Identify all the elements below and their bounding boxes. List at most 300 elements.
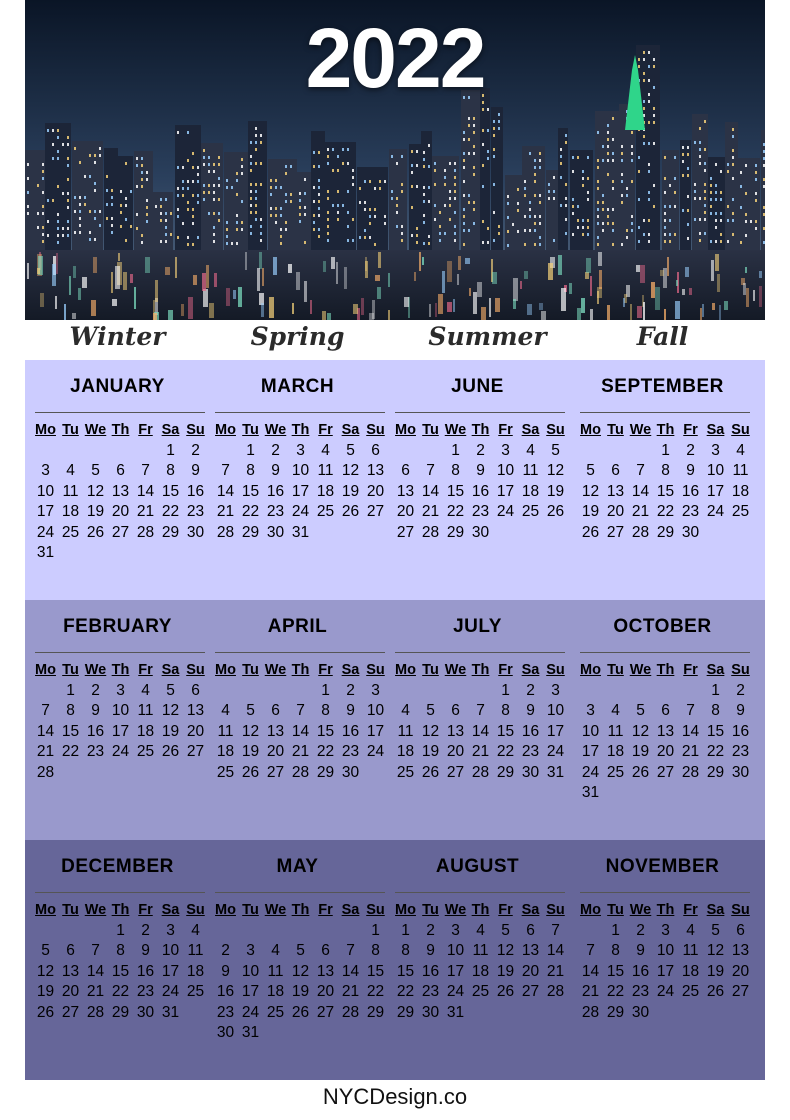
day-cell: 17 bbox=[496, 482, 515, 500]
day-cell bbox=[58, 921, 83, 942]
week-row bbox=[213, 722, 388, 743]
day-cell: 1 bbox=[401, 921, 410, 939]
day-cell: 12 bbox=[241, 722, 260, 740]
day-cell: 5 bbox=[246, 702, 255, 719]
day-cell bbox=[58, 763, 83, 784]
day-cell: 26 bbox=[86, 523, 105, 541]
weekday-header bbox=[393, 660, 568, 681]
weekday-label: Sa bbox=[521, 662, 540, 678]
day-cell: 25 bbox=[731, 503, 750, 520]
day-cell: 12 bbox=[86, 482, 105, 500]
day-cell bbox=[653, 681, 678, 702]
weekday-header bbox=[33, 420, 208, 441]
day-cell: 2 bbox=[686, 441, 695, 459]
divider-line bbox=[580, 652, 750, 653]
day-cell: 22 bbox=[316, 743, 335, 760]
day-cell: 1 bbox=[66, 681, 75, 699]
week-row bbox=[213, 1023, 388, 1044]
day-cell bbox=[578, 441, 603, 462]
day-cell: 20 bbox=[61, 983, 80, 1000]
day-cell: 19 bbox=[496, 962, 515, 980]
day-cell: 22 bbox=[61, 743, 80, 760]
day-cell: 11 bbox=[217, 722, 234, 740]
day-cell: 29 bbox=[241, 523, 260, 541]
weekday-header bbox=[213, 660, 388, 681]
weekday-label: Fr bbox=[138, 902, 153, 918]
day-cell: 27 bbox=[446, 763, 465, 781]
day-cell: 23 bbox=[731, 743, 750, 760]
day-cell bbox=[578, 921, 603, 942]
day-cell bbox=[493, 1003, 518, 1024]
day-cell bbox=[468, 1003, 493, 1024]
month-name: JULY bbox=[453, 616, 502, 637]
day-cell: 10 bbox=[656, 942, 675, 959]
day-cell: 29 bbox=[396, 1003, 415, 1021]
day-cell: 21 bbox=[421, 503, 440, 520]
day-cell: 27 bbox=[656, 763, 675, 781]
day-cell bbox=[728, 523, 753, 544]
day-cell: 13 bbox=[731, 942, 750, 959]
divider-line bbox=[215, 652, 385, 653]
day-cell: 8 bbox=[246, 462, 255, 479]
day-cell bbox=[418, 441, 443, 462]
day-cell: 18 bbox=[521, 482, 540, 500]
day-cell: 15 bbox=[241, 482, 260, 500]
day-cell: 28 bbox=[631, 523, 650, 541]
day-cell: 15 bbox=[111, 962, 130, 980]
day-cell: 24 bbox=[366, 743, 385, 760]
weekday-label: Th bbox=[111, 902, 130, 918]
day-cell: 8 bbox=[661, 462, 670, 479]
day-cell: 16 bbox=[266, 482, 285, 500]
day-cell: 18 bbox=[396, 743, 415, 760]
day-cell: 22 bbox=[161, 503, 180, 520]
day-cell bbox=[313, 921, 338, 942]
day-cell: 14 bbox=[216, 482, 235, 500]
weekday-label: Mo bbox=[215, 422, 236, 438]
day-cell: 1 bbox=[661, 441, 670, 459]
day-cell: 31 bbox=[161, 1003, 180, 1021]
day-cell: 14 bbox=[136, 482, 155, 500]
day-cell: 8 bbox=[501, 702, 510, 719]
day-cell bbox=[33, 441, 58, 462]
day-cell: 25 bbox=[266, 1003, 285, 1021]
day-cell: 4 bbox=[66, 462, 75, 479]
day-cell: 20 bbox=[316, 983, 335, 1000]
day-cell: 2 bbox=[426, 921, 435, 939]
week-row bbox=[33, 502, 208, 523]
week-row bbox=[33, 982, 208, 1003]
weekday-label: Th bbox=[291, 902, 310, 918]
month-september bbox=[570, 360, 755, 600]
day-cell: 25 bbox=[216, 763, 235, 781]
week-row bbox=[393, 482, 568, 503]
divider-line bbox=[395, 412, 565, 413]
divider-line bbox=[395, 652, 565, 653]
weekday-label: We bbox=[629, 422, 652, 438]
day-cell: 3 bbox=[371, 681, 380, 699]
week-row bbox=[578, 461, 753, 482]
day-cell: 31 bbox=[446, 1003, 465, 1021]
month-name: DECEMBER bbox=[61, 856, 174, 877]
divider-line bbox=[580, 412, 750, 413]
day-cell: 3 bbox=[501, 441, 510, 459]
day-grid bbox=[33, 660, 208, 783]
day-cell: 18 bbox=[316, 482, 335, 500]
day-cell bbox=[338, 1023, 363, 1044]
day-cell bbox=[628, 681, 653, 702]
weekday-label: Sa bbox=[706, 662, 725, 678]
weekday-label: Su bbox=[546, 662, 565, 678]
week-row bbox=[393, 681, 568, 702]
day-cell: 9 bbox=[476, 462, 485, 479]
day-cell: 29 bbox=[161, 523, 180, 541]
weekday-label: Th bbox=[656, 662, 675, 678]
day-cell: 4 bbox=[321, 441, 330, 459]
day-cell: 18 bbox=[471, 962, 490, 980]
calendar-band bbox=[25, 600, 765, 840]
day-cell: 4 bbox=[221, 702, 230, 719]
day-cell: 12 bbox=[341, 462, 360, 479]
day-cell: 11 bbox=[472, 942, 489, 959]
day-cell: 11 bbox=[682, 942, 699, 959]
day-cell bbox=[108, 441, 133, 462]
day-cell: 28 bbox=[36, 763, 55, 781]
day-cell: 22 bbox=[241, 503, 260, 520]
month-name: JUNE bbox=[451, 376, 504, 397]
day-cell: 19 bbox=[546, 482, 565, 500]
weekday-header bbox=[393, 900, 568, 921]
weekday-header bbox=[213, 900, 388, 921]
day-cell: 9 bbox=[346, 702, 355, 719]
day-cell: 24 bbox=[496, 503, 515, 520]
day-cell: 15 bbox=[446, 482, 465, 500]
day-cell: 16 bbox=[631, 962, 650, 980]
day-cell: 9 bbox=[636, 942, 645, 959]
month-april bbox=[205, 600, 390, 840]
week-row bbox=[393, 502, 568, 523]
day-cell: 16 bbox=[86, 722, 105, 740]
day-cell: 17 bbox=[546, 722, 565, 740]
day-cell: 19 bbox=[706, 962, 725, 980]
week-row bbox=[393, 461, 568, 482]
day-cell: 2 bbox=[91, 681, 100, 699]
day-cell bbox=[603, 783, 628, 804]
day-cell bbox=[263, 681, 288, 702]
month-march bbox=[205, 360, 390, 600]
day-cell: 11 bbox=[317, 462, 334, 479]
day-cell bbox=[213, 441, 238, 462]
day-cell: 5 bbox=[346, 441, 355, 459]
day-cell: 11 bbox=[267, 962, 284, 980]
month-name: NOVEMBER bbox=[605, 856, 720, 877]
weekday-label: Fr bbox=[318, 902, 333, 918]
day-cell: 26 bbox=[421, 763, 440, 781]
day-cell bbox=[703, 783, 728, 804]
day-cell: 3 bbox=[451, 921, 460, 939]
day-cell: 29 bbox=[656, 523, 675, 541]
day-cell: 21 bbox=[36, 743, 55, 760]
weekday-header bbox=[33, 900, 208, 921]
weekday-label: Tu bbox=[422, 662, 439, 678]
day-cell: 30 bbox=[521, 763, 540, 781]
day-cell: 21 bbox=[581, 983, 600, 1000]
day-cell: 25 bbox=[606, 763, 625, 781]
day-cell: 9 bbox=[141, 942, 150, 959]
day-cell: 20 bbox=[656, 743, 675, 760]
week-row bbox=[33, 701, 208, 722]
day-cell: 12 bbox=[546, 462, 565, 479]
day-cell: 7 bbox=[41, 702, 50, 719]
day-cell: 4 bbox=[611, 702, 620, 719]
day-cell bbox=[653, 783, 678, 804]
day-cell: 22 bbox=[496, 743, 515, 760]
day-cell bbox=[728, 783, 753, 804]
day-cell: 26 bbox=[161, 743, 180, 760]
weekday-label: Su bbox=[546, 902, 565, 918]
week-row bbox=[213, 742, 388, 763]
day-cell: 25 bbox=[681, 983, 700, 1000]
weekday-label: Mo bbox=[580, 662, 601, 678]
day-cell: 7 bbox=[586, 942, 595, 959]
day-cell: 18 bbox=[186, 962, 205, 980]
day-cell: 4 bbox=[686, 921, 695, 939]
day-cell: 22 bbox=[396, 983, 415, 1000]
weekday-label: Fr bbox=[138, 662, 153, 678]
day-cell: 10 bbox=[241, 962, 260, 980]
day-cell: 16 bbox=[731, 722, 750, 740]
day-cell: 16 bbox=[136, 962, 155, 980]
weekday-header bbox=[33, 660, 208, 681]
day-cell: 27 bbox=[606, 523, 625, 541]
day-cell: 14 bbox=[341, 962, 360, 980]
weekday-label: Mo bbox=[580, 902, 601, 918]
day-cell: 23 bbox=[681, 503, 700, 520]
day-cell bbox=[578, 681, 603, 702]
week-row bbox=[578, 1003, 753, 1024]
divider-line bbox=[215, 892, 385, 893]
day-cell: 26 bbox=[241, 763, 260, 781]
day-grid bbox=[393, 420, 568, 543]
day-cell: 28 bbox=[216, 523, 235, 541]
month-name: APRIL bbox=[267, 616, 328, 637]
day-cell: 24 bbox=[706, 503, 725, 520]
day-cell bbox=[108, 763, 133, 784]
footer-credit: NYCDesign.co bbox=[322, 1084, 468, 1109]
day-cell: 19 bbox=[421, 743, 440, 760]
day-cell: 24 bbox=[546, 743, 565, 760]
weekday-label: Su bbox=[366, 422, 385, 438]
week-row bbox=[578, 523, 753, 544]
day-cell: 12 bbox=[496, 942, 515, 959]
day-cell bbox=[158, 543, 183, 564]
weekday-label: Sa bbox=[521, 902, 540, 918]
week-row bbox=[578, 921, 753, 942]
month-february bbox=[25, 600, 210, 840]
weekday-label: Mo bbox=[35, 902, 56, 918]
day-cell: 5 bbox=[426, 702, 435, 719]
week-row bbox=[213, 962, 388, 983]
day-cell: 30 bbox=[731, 763, 750, 781]
day-cell: 2 bbox=[346, 681, 355, 699]
day-cell: 10 bbox=[36, 482, 55, 500]
week-row bbox=[213, 482, 388, 503]
day-cell: 27 bbox=[731, 983, 750, 1000]
month-may bbox=[205, 840, 390, 1080]
day-cell: 5 bbox=[91, 462, 100, 479]
day-cell: 22 bbox=[656, 503, 675, 520]
day-cell: 14 bbox=[36, 722, 55, 740]
day-cell: 18 bbox=[61, 503, 80, 520]
day-grid bbox=[213, 900, 388, 1044]
weekday-label: We bbox=[444, 902, 467, 918]
day-cell: 14 bbox=[421, 482, 440, 500]
day-cell: 19 bbox=[581, 503, 600, 520]
weekday-label: Sa bbox=[706, 902, 725, 918]
weekday-label: Su bbox=[731, 902, 750, 918]
weekday-label: Th bbox=[291, 662, 310, 678]
day-cell bbox=[83, 441, 108, 462]
day-cell: 8 bbox=[116, 942, 125, 959]
day-grid bbox=[578, 420, 753, 543]
day-cell: 11 bbox=[607, 722, 624, 740]
day-cell: 6 bbox=[736, 921, 745, 939]
day-cell bbox=[543, 1003, 568, 1024]
week-row bbox=[33, 681, 208, 702]
day-cell bbox=[678, 681, 703, 702]
weekday-label: Fr bbox=[498, 902, 513, 918]
day-cell bbox=[338, 921, 363, 942]
month-name: OCTOBER bbox=[613, 616, 712, 637]
day-cell: 13 bbox=[316, 962, 335, 980]
day-cell bbox=[338, 523, 363, 544]
day-cell: 26 bbox=[496, 983, 515, 1000]
week-row bbox=[578, 441, 753, 462]
day-cell: 4 bbox=[141, 681, 150, 699]
day-cell: 14 bbox=[471, 722, 490, 740]
week-row bbox=[213, 941, 388, 962]
week-row bbox=[393, 441, 568, 462]
day-cell: 12 bbox=[421, 722, 440, 740]
day-cell: 10 bbox=[546, 702, 565, 719]
day-cell: 4 bbox=[191, 921, 200, 939]
day-cell: 24 bbox=[291, 503, 310, 520]
week-row bbox=[393, 742, 568, 763]
day-cell: 23 bbox=[86, 743, 105, 760]
day-cell: 21 bbox=[86, 983, 105, 1000]
weekday-label: Mo bbox=[35, 422, 56, 438]
week-row bbox=[578, 722, 753, 743]
day-cell: 5 bbox=[166, 681, 175, 699]
day-cell: 11 bbox=[62, 482, 79, 500]
month-name: JANUARY bbox=[70, 376, 165, 397]
week-row bbox=[393, 701, 568, 722]
day-cell: 28 bbox=[86, 1003, 105, 1021]
day-cell bbox=[213, 921, 238, 942]
day-cell: 30 bbox=[341, 763, 360, 781]
day-cell: 12 bbox=[631, 722, 650, 740]
day-cell: 5 bbox=[41, 942, 50, 959]
day-cell: 13 bbox=[61, 962, 80, 980]
day-cell: 27 bbox=[366, 503, 385, 520]
day-grid bbox=[33, 900, 208, 1023]
day-cell: 30 bbox=[471, 523, 490, 541]
weekday-label: We bbox=[84, 422, 107, 438]
day-cell: 22 bbox=[706, 743, 725, 760]
day-cell: 9 bbox=[426, 942, 435, 959]
day-cell: 17 bbox=[241, 983, 260, 1000]
day-cell bbox=[58, 543, 83, 564]
weekday-header bbox=[578, 420, 753, 441]
day-cell bbox=[678, 1003, 703, 1024]
day-cell: 15 bbox=[61, 722, 80, 740]
day-cell: 31 bbox=[546, 763, 565, 781]
day-grid bbox=[213, 420, 388, 543]
day-cell: 14 bbox=[631, 482, 650, 500]
day-cell: 7 bbox=[296, 702, 305, 719]
day-cell: 18 bbox=[606, 743, 625, 760]
day-cell bbox=[58, 441, 83, 462]
day-cell: 26 bbox=[36, 1003, 55, 1021]
day-cell: 24 bbox=[656, 983, 675, 1000]
day-cell: 3 bbox=[246, 942, 255, 959]
day-cell: 18 bbox=[136, 722, 155, 740]
day-cell: 15 bbox=[656, 482, 675, 500]
day-cell bbox=[83, 921, 108, 942]
day-cell: 25 bbox=[186, 983, 205, 1000]
day-grid bbox=[578, 660, 753, 804]
season-labels bbox=[25, 320, 765, 360]
day-cell bbox=[288, 1023, 313, 1044]
weekday-label: Tu bbox=[242, 902, 259, 918]
day-cell: 27 bbox=[316, 1003, 335, 1021]
weekday-label: Th bbox=[471, 662, 490, 678]
day-cell: 10 bbox=[706, 462, 725, 479]
day-cell: 22 bbox=[111, 983, 130, 1000]
day-cell: 20 bbox=[396, 503, 415, 520]
day-cell: 15 bbox=[706, 722, 725, 740]
month-july bbox=[385, 600, 570, 840]
weekday-label: Su bbox=[366, 662, 385, 678]
day-cell: 1 bbox=[321, 681, 330, 699]
day-cell: 10 bbox=[291, 462, 310, 479]
week-row bbox=[393, 722, 568, 743]
day-cell: 28 bbox=[136, 523, 155, 541]
weekday-label: Mo bbox=[215, 902, 236, 918]
day-cell: 3 bbox=[116, 681, 125, 699]
weekday-label: Su bbox=[731, 662, 750, 678]
month-name: AUGUST bbox=[435, 856, 520, 877]
day-cell: 15 bbox=[496, 722, 515, 740]
weekday-label: Tu bbox=[422, 422, 439, 438]
day-cell: 15 bbox=[606, 962, 625, 980]
week-row bbox=[393, 941, 568, 962]
day-cell: 20 bbox=[731, 962, 750, 980]
weekday-label: We bbox=[84, 902, 107, 918]
day-cell: 19 bbox=[36, 983, 55, 1000]
day-cell bbox=[728, 1003, 753, 1024]
day-cell: 7 bbox=[141, 462, 150, 479]
weekday-label: Su bbox=[186, 902, 205, 918]
day-cell: 28 bbox=[421, 523, 440, 541]
day-cell: 21 bbox=[341, 983, 360, 1000]
day-cell: 15 bbox=[366, 962, 385, 980]
week-row bbox=[33, 441, 208, 462]
day-cell: 8 bbox=[66, 702, 75, 719]
day-cell: 12 bbox=[706, 942, 725, 959]
day-cell bbox=[83, 543, 108, 564]
day-cell: 29 bbox=[706, 763, 725, 781]
